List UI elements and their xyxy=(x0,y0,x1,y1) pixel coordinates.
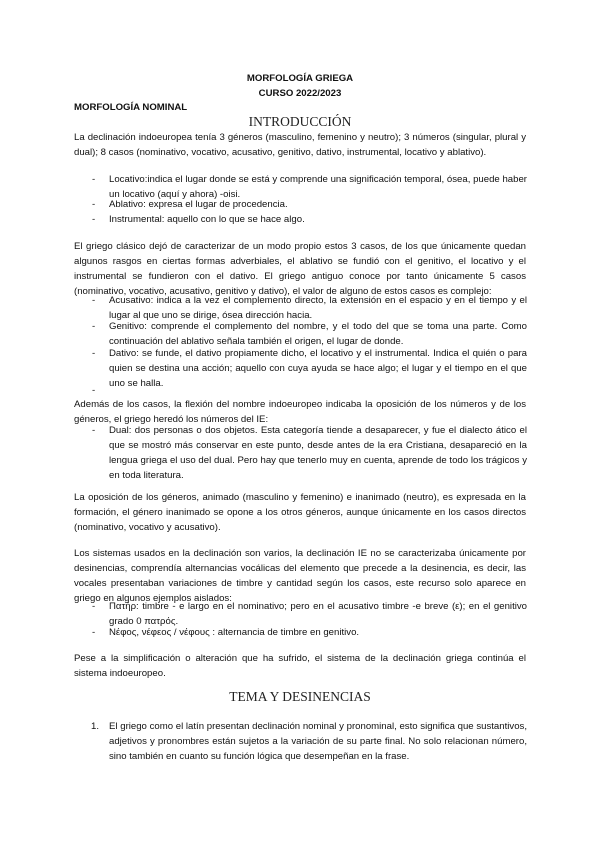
list-item-nefos: Νέφος, νέφεος / νέφους : alternancia de timbre en genitivo. xyxy=(109,627,360,638)
numbered-item-number: 1. xyxy=(91,721,100,732)
list-item-locativo: Locativo:indica el lugar donde se está y comprende una significación temporal, ósea, puede haber un locativo (aquí y ahora) -oisi. xyxy=(109,174,527,200)
course-label: CURSO 2022/2023 xyxy=(258,88,342,99)
numbered-item-text: El griego como el latín presentan declinación nominal y pronominal, esto significa que sustantivos, adjetivos y pronombres están sujetos a la variación de su parte final. No solo relacionan número, sino también en cuanto su función lógica que desempeñan en la frase. xyxy=(109,721,527,762)
section-title: MORFOLOGÍA NOMINAL xyxy=(74,102,188,113)
bullet-dash: - xyxy=(92,295,96,306)
bullet-dash: - xyxy=(92,174,96,185)
list-item-instrumental: Instrumental: aquello con lo que se hace algo. xyxy=(109,214,305,225)
bullet-dash: - xyxy=(92,348,96,359)
bullet-dash: - xyxy=(92,425,96,436)
list-item-dual: Dual: dos personas o dos objetos. Esta categoría tiende a desaparecer, y fue el dialecto ático el que se mostró más conservar en este punto, desde antes de la era Cristiana, desapareció en la lengua griega el uso del dual. Pero hay que tenerlo muy en cuenta, aprende de todo los trágicos y en toda literatura. xyxy=(109,425,527,481)
intro-paragraph-6: Pese a la simplificación o alteración que ha sufrido, el sistema de la declinación griega continúa el sistema indoeuropeo. xyxy=(74,653,526,679)
list-item-genitivo: Genitivo: comprende el complemento del nombre, y el todo del que se toma una parte. Como continuación del ablativo señala también el origen, el lugar de donde. xyxy=(109,321,527,347)
list-item-acusativo: Acusativo: indica a la vez el complemento directo, la extensión en el espacio y en el tiempo y el lugar al que uno se dirige, ósea dirección hacia. xyxy=(109,295,527,321)
bullet-dash: - xyxy=(92,214,96,225)
intro-paragraph-3: Además de los casos, la flexión del nombre indoeuropeo indicaba la oposición de los números y de los géneros, el griego heredó los números del IE: xyxy=(74,399,526,425)
bullet-dash: - xyxy=(92,199,96,210)
bullet-dash: - xyxy=(92,385,96,396)
bullet-dash: - xyxy=(92,601,96,612)
list-item-pater: Πατήρ: timbre - e largo en el nominativo; pero en el acusativo timbre -e breve (ε); en el genitivo grado 0 πατρός. xyxy=(109,601,527,627)
intro-paragraph-4: La oposición de los géneros, animado (masculino y femenino) e inanimado (neutro), es expresada en la formación, el género inanimado se opone a los otros géneros, aunque únicamente en los casos directos (nominativo, vocativo y acusativo). xyxy=(74,492,526,533)
intro-heading: INTRODUCCIÓN xyxy=(248,114,352,129)
list-item-ablativo: Ablativo: expresa el lugar de procedencia. xyxy=(109,199,288,210)
list-item-dativo: Dativo: se funde, el dativo propiamente dicho, el locativo y el instrumental. Indica el quién o para quien se destina una acción; aquello con cuya ayuda se hace algo; el lugar y el tiempo en el que uno se halla. xyxy=(109,348,527,389)
document-title: MORFOLOGÍA GRIEGA xyxy=(246,73,354,84)
intro-paragraph-5: Los sistemas usados en la declinación son varios, la declinación IE no se caracterizaba únicamente por desinencias, comprendía alternancias vocálicas del elemento que precede a la desinencia, es decir, las vocales presentaban variaciones de timbre y cantidad según los casos, este recurso solo aparece en griego en algunos ejemplos aislados: xyxy=(74,548,526,604)
bullet-dash: - xyxy=(92,627,96,638)
intro-paragraph-1: La declinación indoeuropea tenía 3 géneros (masculino, femenino y neutro); 3 números (singular, plural y dual); 8 casos (nominativo, vocativo, acusativo, genitivo, dativo, instrumental, locativo y ablativo). xyxy=(74,132,526,158)
tema-heading: TEMA Y DESINENCIAS xyxy=(229,689,371,704)
intro-paragraph-2: El griego clásico dejó de caracterizar de un modo propio estos 3 casos, de los que únicamente quedan algunos rasgos en ciertas formas adverbiales, el ablativo se fundió con el genitivo, el locativo y el instrumental se fundieron con el dativo. El griego antiguo conoce por tanto únicamente 5 casos (nominativo, vocativo, acusativo, genitivo y dativo), el valor de alguno de estos casos es complejo: xyxy=(74,241,526,297)
bullet-dash: - xyxy=(92,321,96,332)
